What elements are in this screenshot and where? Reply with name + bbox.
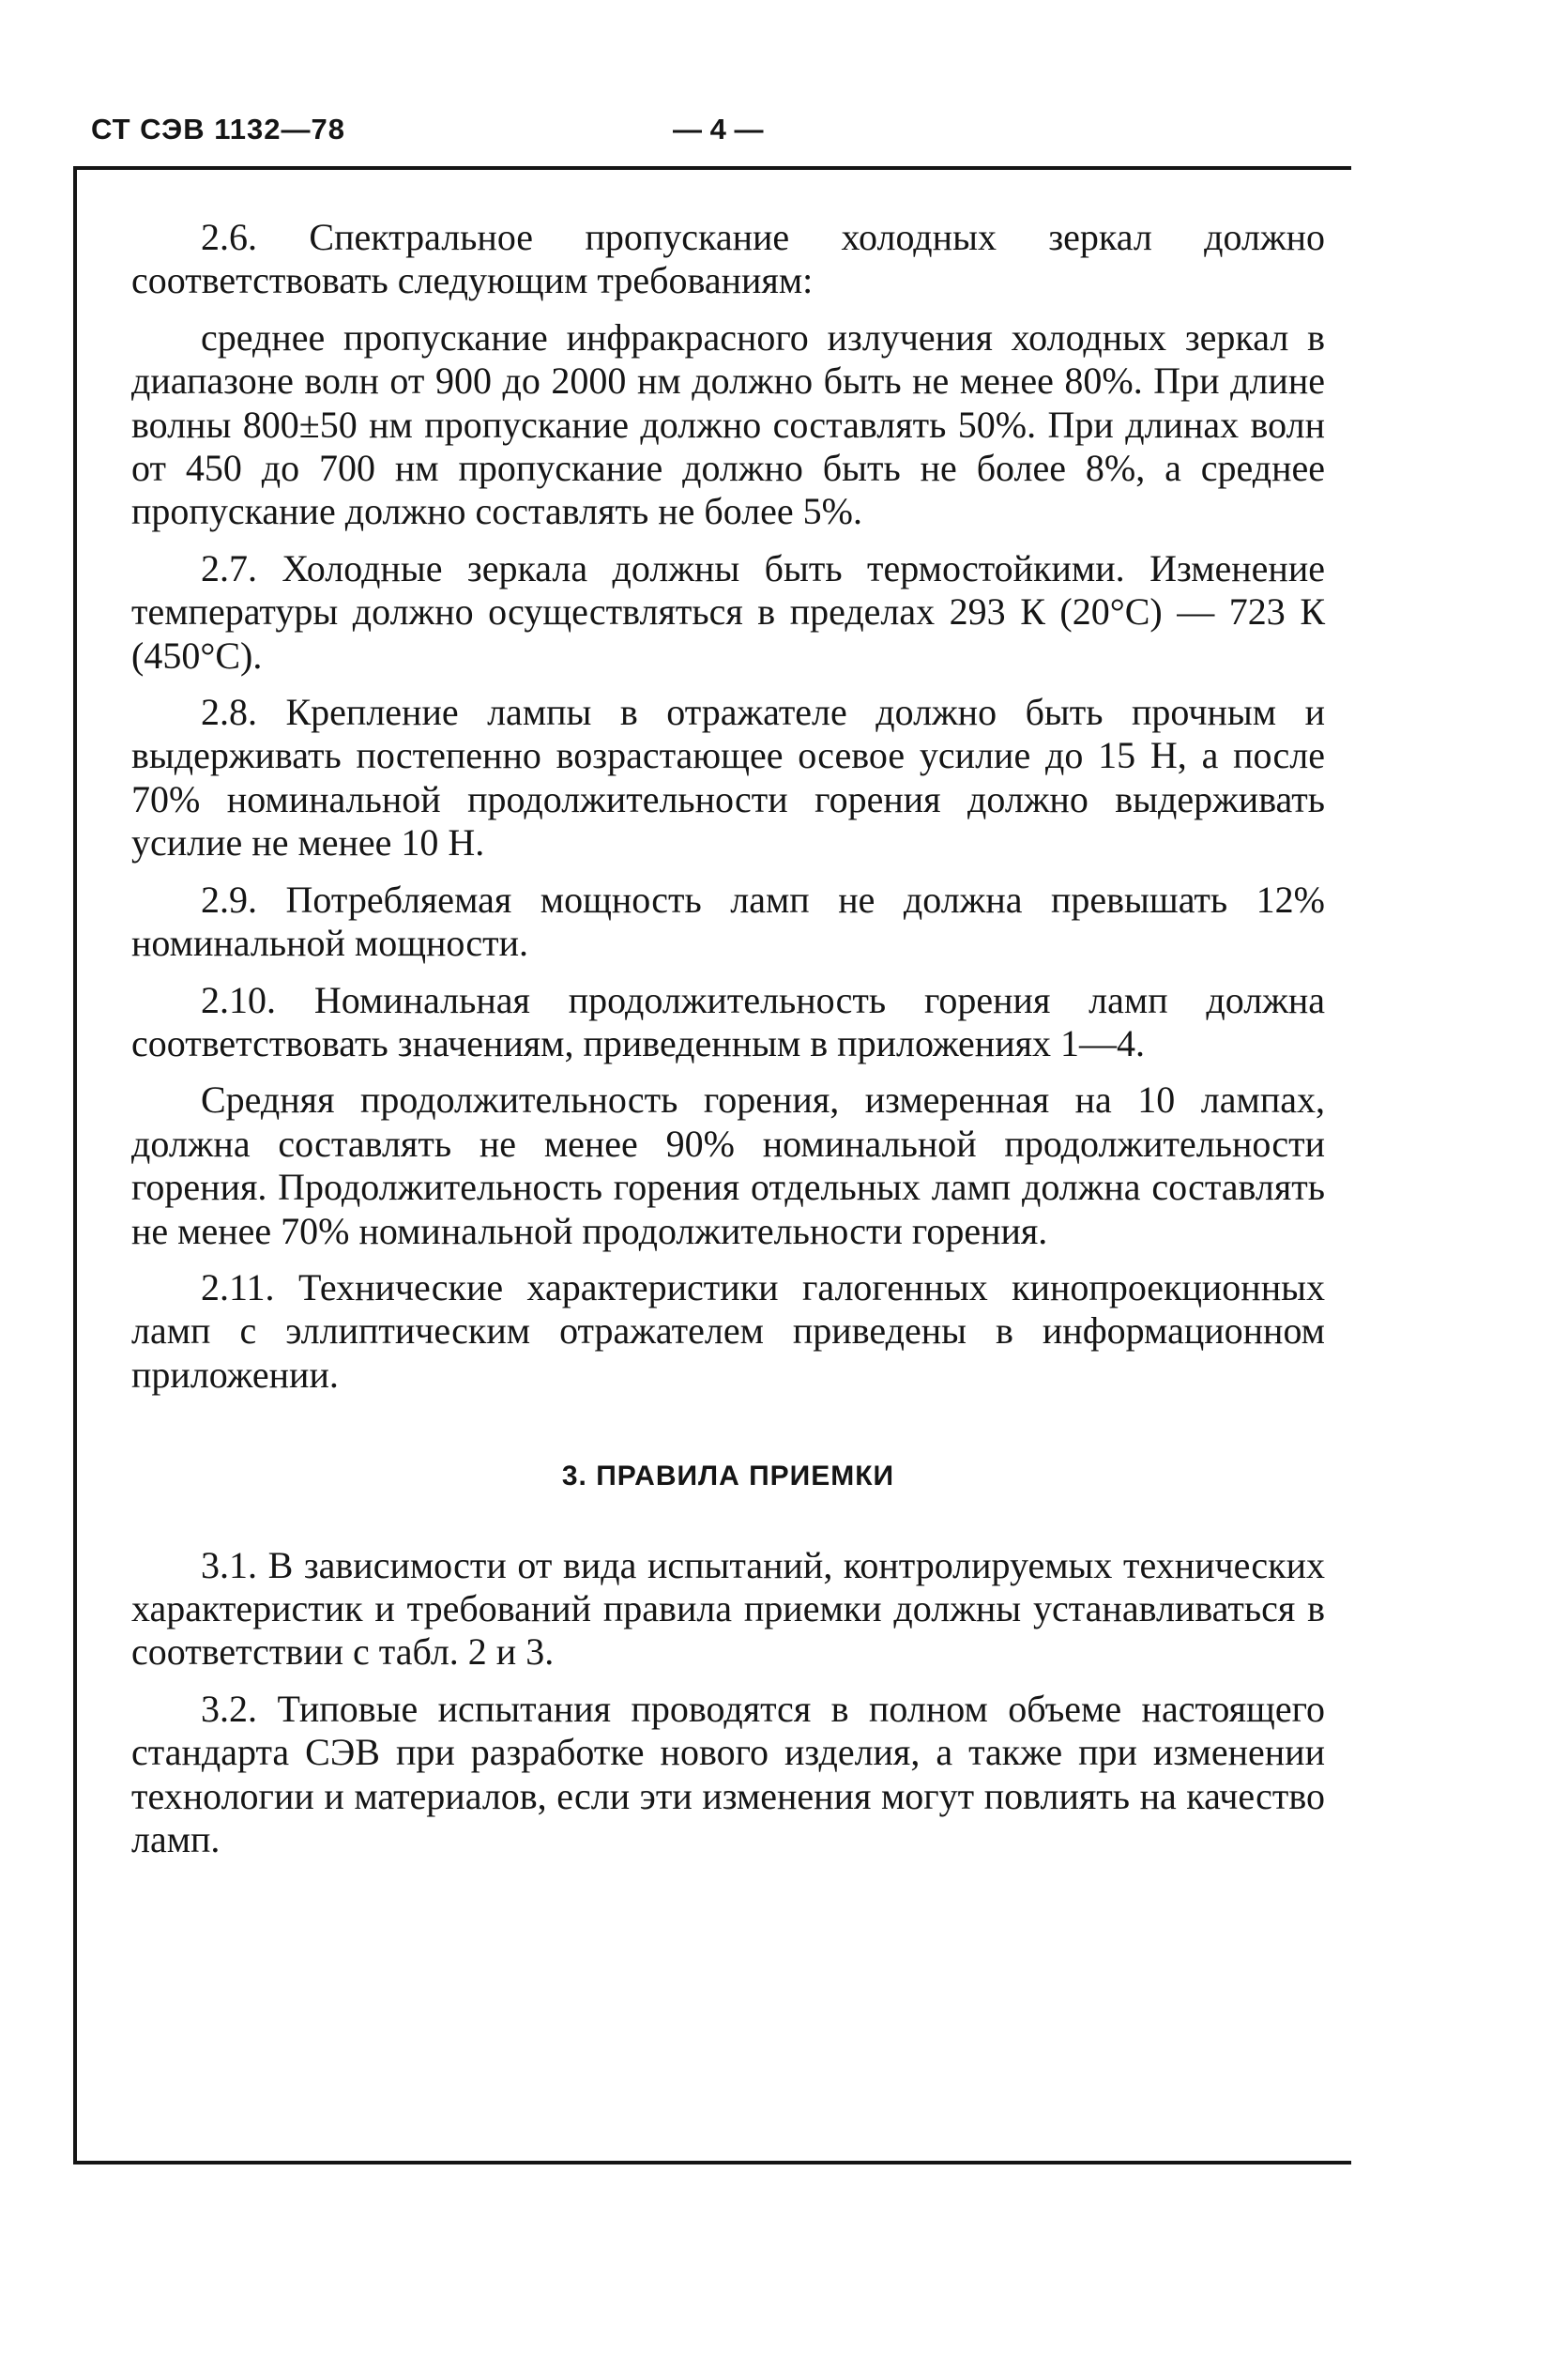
paragraph-2-7: 2.7. Холодные зеркала должны быть термостойкими. Изменение температуры должно осуществляться в пределах 293 К (20°С) — 723 К (450°С). bbox=[131, 546, 1325, 677]
document-body bbox=[131, 216, 1325, 1874]
page-number: — 4 — bbox=[673, 113, 764, 145]
paragraph-3-1: 3.1. В зависимости от вида испытаний, контролируемых технических характеристик и требований правила приемки должны устанавливаться в соответствии с табл. 2 и 3. bbox=[131, 1543, 1325, 1674]
paragraph-2-11: 2.11. Технические характеристики галогенных кинопроекционных ламп с эллиптическим отражателем приведены в информационном приложении. bbox=[131, 1265, 1325, 1396]
section-heading: 3. ПРАВИЛА ПРИЕМКИ bbox=[561, 1461, 895, 1492]
paragraph-2-10: 2.10. Номинальная продолжительность горения ламп должна соответствовать значениям, приведенным в приложениях 1—4. bbox=[131, 978, 1325, 1064]
paragraph-2-10-body: Средняя продолжительность горения, измеренная на 10 лампах, должна составлять не менее 90% номинальной продолжительности горения. Продолжительность горения отдельных ламп должна составлять не менее 70% номинальной продолжительности горения. bbox=[131, 1078, 1325, 1252]
paragraph-2-6-body: среднее пропускание инфракрасного излучения холодных зеркал в диапазоне волн от 900 до 2000 нм должно быть не менее 80%. При длине волны 800±50 нм пропускание должно составлять 50%. При длинах волн от 450 до 700 нм пропускание должно быть не более 8%, а среднее пропускание должно составлять не более 5%. bbox=[131, 315, 1325, 533]
left-margin-bar bbox=[73, 166, 77, 2164]
document-code: СТ СЭВ 1132—78 bbox=[91, 113, 345, 145]
paragraph-2-8: 2.8. Крепление лампы в отражателе должно быть прочным и выдерживать постепенно возрастающее осевое усилие до 15 Н, а после 70% номинальной продолжительности горения должно выдерживать усилие не менее 10 Н. bbox=[131, 691, 1325, 864]
paragraph-3-2: 3.2. Типовые испытания проводятся в полном объеме настоящего стандарта СЭВ при разработке нового изделия, а также при изменении технологии и материалов, если эти изменения могут повлиять на качество ламп. bbox=[131, 1687, 1325, 1860]
paragraph-2-9: 2.9. Потребляемая мощность ламп не должна превышать 12% номинальной мощности. bbox=[131, 878, 1325, 965]
paragraph-2-6: 2.6. Спектральное пропускание холодных зеркал должно соответствовать следующим требованиям: bbox=[131, 216, 1325, 302]
page-header bbox=[91, 113, 1348, 169]
header-rule bbox=[73, 166, 1351, 170]
footer-rule bbox=[73, 2161, 1351, 2164]
